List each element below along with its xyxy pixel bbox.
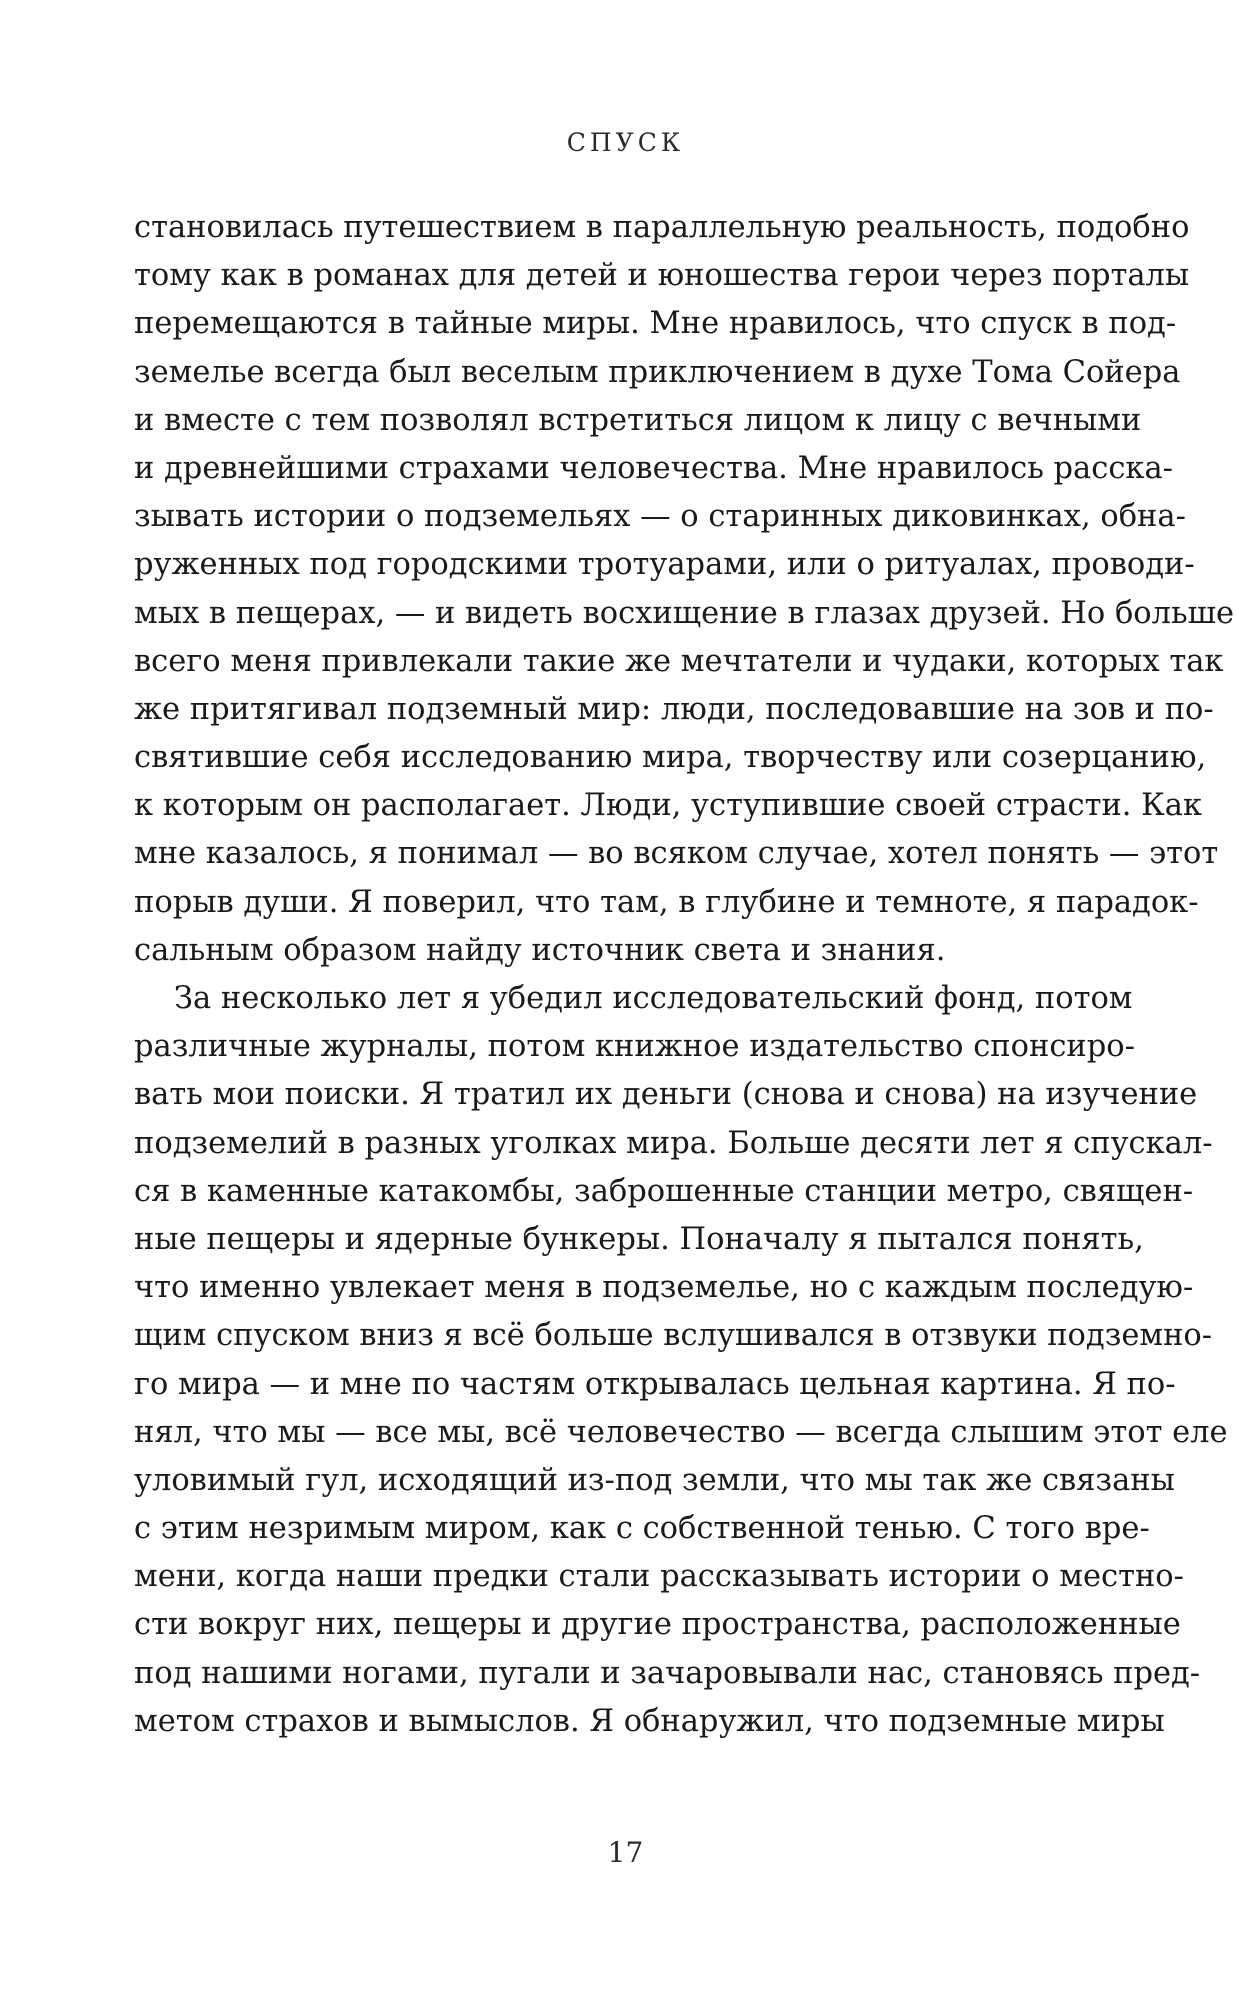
text-line: с этим незримым миром, как с собственной тенью. С того вре- [134,1511,1150,1547]
text-line: сальным образом найду источник света и знания. [134,932,946,968]
text-line: святившие себя исследованию мира, творчеству или созерцанию, [134,740,1207,776]
text-line: становилась путешествием в параллельную реальность, подобно [134,210,1190,245]
text-line: и вместе с тем позволял встретиться лицом к лицу с вечными [134,402,1142,438]
text-line: различные журналы, потом книжное издательство спонсиро- [134,1029,1135,1065]
text-line: тому как в романах для детей и юношества герои через порталы [134,258,1190,294]
text-line: вать мои поиски. Я тратил их деньги (снова и снова) на изучение [134,1077,1198,1113]
text-line: го мира — и мне по частям открывалась цельная картина. Я по- [134,1366,1176,1402]
text-line: зывать истории о подземельях — о старинных диковинках, обна- [134,499,1186,535]
running-head: СПУСК [566,128,685,157]
text-line: руженных под городскими тротуарами, или о ритуалах, проводи- [134,547,1195,583]
text-line: земелье всегда был веселым приключением в духе Тома Сойера [134,354,1181,390]
text-line: мых в пещерах, — и видеть восхищение в глазах друзей. Но больше [134,595,1235,631]
text-line: мне казалось, я понимал — во всяком случае, хотел понять — этот [134,836,1219,872]
text-line: всего меня привлекали такие же мечтатели и чудаки, которых так [134,643,1224,679]
text-line: перемещаются в тайные миры. Мне нравилось, что спуск в под- [134,306,1177,342]
body-text [134,204,1235,1746]
page-number: 17 [607,1836,644,1869]
text-line: сти вокруг них, пещеры и другие пространства, расположенные [134,1607,1181,1643]
text-line: к которым он располагает. Люди, уступившие своей страсти. Как [134,788,1203,824]
text-line: щим спуском вниз я всё больше вслушивался в отзвуки подземно- [134,1318,1213,1354]
text-line: подземелий в разных уголках мира. Больше десяти лет я спускал- [134,1125,1213,1161]
text-line: нял, что мы — все мы, всё человечество — всегда слышим этот еле [134,1414,1228,1450]
text-line: уловимый гул, исходящий из-под земли, что мы так же связаны [134,1462,1175,1498]
text-line: мени, когда наши предки стали рассказывать истории о местно- [134,1559,1184,1595]
text-line: же притягивал подземный мир: люди, последовавшие на зов и по- [134,691,1214,727]
text-line: метом страхов и вымыслов. Я обнаружил, что подземные миры [134,1703,1165,1739]
text-line: ные пещеры и ядерные бункеры. Поначалу я пытался понять, [134,1221,1144,1257]
text-line: что именно увлекает меня в подземелье, но с каждым последую- [134,1270,1194,1306]
text-line: порыв души. Я поверил, что там, в глубине и темноте, я парадок- [134,884,1199,920]
text-line: За несколько лет я убедил исследовательский фонд, потом [174,981,1133,1016]
text-line: ся в каменные катакомбы, заброшенные станции метро, священ- [134,1173,1194,1209]
text-line: под нашими ногами, пугали и зачаровывали нас, становясь пред- [134,1655,1201,1691]
text-line: и древнейшими страхами человечества. Мне нравилось расска- [134,450,1173,486]
